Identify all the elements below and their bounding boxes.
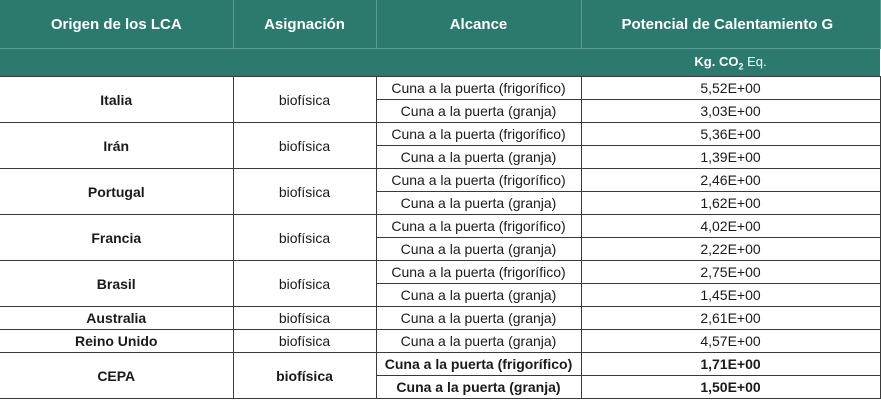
allocation-cell: biofísica bbox=[233, 123, 376, 169]
origin-cell: Australia bbox=[0, 307, 233, 330]
scope-cell: Cuna a la puerta (frigorífico) bbox=[376, 123, 581, 146]
header-origin: Origen de los LCA bbox=[0, 0, 233, 49]
unit-row bbox=[0, 49, 880, 77]
unit-subscript: 2 bbox=[738, 61, 744, 72]
table-row bbox=[0, 261, 880, 284]
scope-cell: Cuna a la puerta (granja) bbox=[376, 376, 581, 399]
unit-spacer bbox=[233, 49, 376, 77]
allocation-cell: biofísica bbox=[233, 330, 376, 353]
scope-cell: Cuna a la puerta (frigorífico) bbox=[376, 261, 581, 284]
value-cell: 4,57E+00 bbox=[581, 330, 880, 353]
value-cell: 5,36E+00 bbox=[581, 123, 880, 146]
value-cell: 2,61E+00 bbox=[581, 307, 880, 330]
scope-cell: Cuna a la puerta (granja) bbox=[376, 100, 581, 123]
value-cell: 1,50E+00 bbox=[581, 376, 880, 399]
header-row bbox=[0, 0, 880, 49]
scope-cell: Cuna a la puerta (granja) bbox=[376, 307, 581, 330]
origin-cell: Reino Unido bbox=[0, 330, 233, 353]
value-cell: 4,02E+00 bbox=[581, 215, 880, 238]
table-row bbox=[0, 123, 880, 146]
scope-cell: Cuna a la puerta (granja) bbox=[376, 330, 581, 353]
scope-cell: Cuna a la puerta (frigorífico) bbox=[376, 353, 581, 376]
scope-cell: Cuna a la puerta (frigorífico) bbox=[376, 77, 581, 100]
table-row bbox=[0, 77, 880, 100]
scope-cell: Cuna a la puerta (granja) bbox=[376, 238, 581, 261]
header-allocation: Asignación bbox=[233, 0, 376, 49]
table-row bbox=[0, 353, 880, 376]
value-cell: 1,62E+00 bbox=[581, 192, 880, 215]
table-row bbox=[0, 169, 880, 192]
origin-cell: Francia bbox=[0, 215, 233, 261]
allocation-cell: biofísica bbox=[233, 215, 376, 261]
value-cell: 2,46E+00 bbox=[581, 169, 880, 192]
origin-cell: CEPA bbox=[0, 353, 233, 399]
value-cell: 5,52E+00 bbox=[581, 77, 880, 100]
scope-cell: Cuna a la puerta (granja) bbox=[376, 146, 581, 169]
unit-kg: Kg. CO bbox=[694, 53, 739, 69]
value-cell: 2,22E+00 bbox=[581, 238, 880, 261]
allocation-cell: biofísica bbox=[233, 353, 376, 399]
value-cell: 1,39E+00 bbox=[581, 146, 880, 169]
allocation-cell: biofísica bbox=[233, 169, 376, 215]
scope-cell: Cuna a la puerta (frigorífico) bbox=[376, 169, 581, 192]
origin-cell: Italia bbox=[0, 77, 233, 123]
allocation-cell: biofísica bbox=[233, 307, 376, 330]
scope-cell: Cuna a la puerta (granja) bbox=[376, 192, 581, 215]
table-row bbox=[0, 307, 880, 330]
scope-cell: Cuna a la puerta (granja) bbox=[376, 284, 581, 307]
value-cell: 1,71E+00 bbox=[581, 353, 880, 376]
value-cell: 2,75E+00 bbox=[581, 261, 880, 284]
origin-cell: Brasil bbox=[0, 261, 233, 307]
value-cell: 3,03E+00 bbox=[581, 100, 880, 123]
unit-eq: Eq. bbox=[747, 53, 767, 69]
table-row bbox=[0, 330, 880, 353]
allocation-cell: biofísica bbox=[233, 77, 376, 123]
origin-cell: Portugal bbox=[0, 169, 233, 215]
header-gwp: Potencial de Calentamiento G bbox=[581, 0, 880, 49]
table-row bbox=[0, 215, 880, 238]
value-cell: 1,45E+00 bbox=[581, 284, 880, 307]
unit-label bbox=[581, 49, 880, 77]
allocation-cell: biofísica bbox=[233, 261, 376, 307]
unit-spacer bbox=[376, 49, 581, 77]
header-scope: Alcance bbox=[376, 0, 581, 49]
origin-cell: Irán bbox=[0, 123, 233, 169]
unit-spacer bbox=[0, 49, 233, 77]
scope-cell: Cuna a la puerta (frigorífico) bbox=[376, 215, 581, 238]
